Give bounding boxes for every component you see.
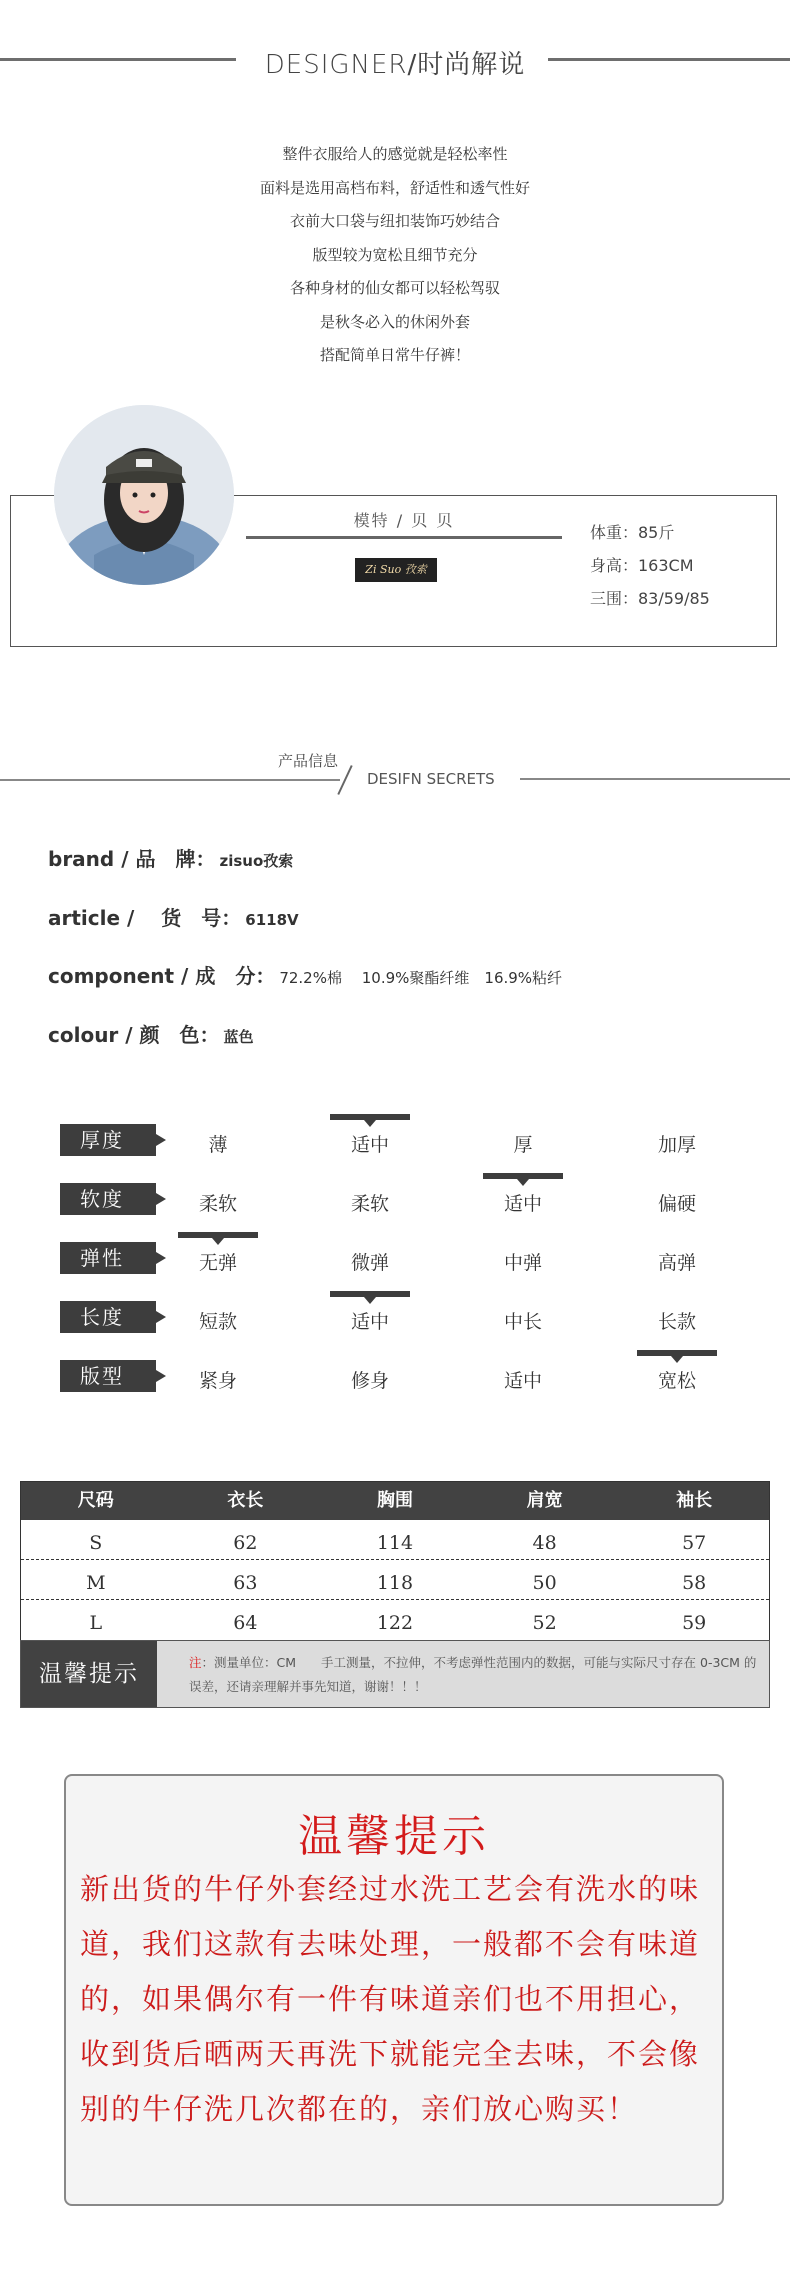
attribute-label: 弹性	[60, 1242, 156, 1274]
attribute-label: 软度	[60, 1183, 156, 1215]
attribute-option: 柔软	[350, 1193, 389, 1215]
model-height: 身高：163CM	[590, 556, 694, 575]
size-table	[20, 1481, 770, 1641]
tip-body: ：测量单位：CM 手工测量，不拉伸，不考虑弹性范围内的数据，可能与实际尺寸存在 0-3CM 的误差，还请亲理解并事先知道，谢谢！！！	[189, 1655, 757, 1694]
measurement-tip-bar	[20, 1640, 770, 1708]
product-info-rule-left	[0, 779, 340, 781]
measurement-tip-label: 温馨提示	[21, 1641, 157, 1707]
attribute-selected-marker	[637, 1350, 717, 1356]
attribute-option: 修身	[350, 1370, 389, 1392]
info-label: component / 成 分：	[48, 964, 276, 988]
info-value: 蓝色	[223, 1028, 254, 1046]
info-label: colour / 颜 色：	[48, 1023, 220, 1047]
attribute-option: 适中	[350, 1311, 389, 1333]
attribute-option: 偏硬	[657, 1193, 696, 1215]
info-row-component	[48, 960, 562, 989]
size-cell: 57	[682, 1532, 707, 1554]
attribute-option: 宽松	[657, 1370, 696, 1392]
warm-notice-title: 温馨提示	[298, 1811, 490, 1862]
model-measurements: 三围：83/59/85	[590, 589, 710, 608]
attribute-label: 厚度	[60, 1124, 156, 1156]
size-cell: L	[89, 1612, 103, 1634]
model-stats	[590, 516, 710, 615]
info-value: zisuo孜索	[219, 852, 294, 870]
measurement-tip-text	[189, 1651, 759, 1699]
attribute-option: 适中	[503, 1370, 542, 1392]
attribute-option: 薄	[208, 1134, 228, 1156]
description-line: 衣前大口袋与纽扣装饰巧妙结合	[289, 212, 500, 230]
size-header-cell: 尺码	[77, 1490, 114, 1511]
size-header-cell: 袖长	[676, 1490, 713, 1511]
model-name: 模特 / 贝 贝	[353, 511, 455, 530]
designer-title-sep: /	[407, 50, 418, 80]
description-line: 整件衣服给人的感觉就是轻松率性	[282, 145, 508, 163]
attribute-option: 高弹	[657, 1252, 696, 1274]
warm-notice-box	[64, 1774, 724, 2206]
size-cell: 62	[233, 1532, 258, 1554]
attribute-option: 柔软	[198, 1193, 237, 1215]
size-cell: M	[86, 1572, 106, 1594]
size-cell: 52	[532, 1612, 557, 1634]
attribute-selected-marker	[483, 1173, 563, 1179]
attribute-label: 版型	[60, 1360, 156, 1392]
attribute-label: 长度	[60, 1301, 156, 1333]
brand-logo: Zi Suo 孜索	[355, 558, 437, 582]
size-cell: 58	[682, 1572, 707, 1594]
warm-notice-body: 新出货的牛仔外套经过水洗工艺会有洗水的味道，我们这款有去味处理，一般都不会有味道的，如果偶尔有一件有味道亲们也不用担心，收到货后晒两天再洗下就能完全去味，不会像别的牛仔洗几次都在的，亲们放心购买！	[80, 1872, 701, 2126]
tip-prefix: 注	[189, 1655, 202, 1670]
info-value: 72.2%棉 10.9%聚酯纤维 16.9%粘纤	[279, 969, 563, 987]
attribute-selected-marker	[330, 1114, 410, 1120]
size-table-header	[21, 1482, 769, 1520]
size-cell: 122	[376, 1612, 414, 1634]
size-table-row	[21, 1560, 769, 1600]
description-line: 面料是选用高档布料，舒适性和透气性好	[259, 178, 530, 197]
info-row-colour	[48, 1019, 254, 1048]
size-cell: S	[89, 1532, 103, 1554]
size-header-cell: 肩宽	[526, 1490, 563, 1511]
model-photo-illustration	[54, 405, 234, 585]
attribute-option: 紧身	[198, 1370, 237, 1392]
designer-title-en: DESIGNER	[264, 50, 408, 80]
attribute-option: 加厚	[657, 1134, 696, 1156]
attribute-option: 中弹	[503, 1252, 542, 1274]
model-photo	[54, 405, 234, 585]
product-info-subtitle: DESIFN SECRETS	[367, 770, 495, 788]
size-cell: 50	[532, 1572, 557, 1594]
size-cell: 63	[233, 1572, 258, 1594]
product-info-rule-right	[520, 778, 790, 780]
attribute-option: 厚	[513, 1134, 533, 1156]
attribute-option: 长款	[657, 1311, 696, 1333]
info-value: 6118V	[245, 911, 299, 929]
description-line: 各种身材的仙女都可以轻松驾驭	[289, 279, 500, 297]
description-line: 是秋冬必入的休闲外套	[319, 312, 470, 331]
description-line: 版型较为宽松且细节充分	[312, 245, 478, 264]
description-line: 搭配简单日常牛仔裤！	[319, 346, 470, 364]
designer-title	[0, 44, 790, 81]
info-label: brand / 品 牌：	[48, 847, 216, 871]
model-name-rule	[246, 536, 562, 539]
size-header-cell: 胸围	[376, 1490, 413, 1511]
size-cell: 64	[233, 1612, 258, 1634]
size-cell: 118	[376, 1572, 414, 1594]
size-cell: 59	[682, 1612, 707, 1634]
attribute-option: 中长	[503, 1311, 542, 1333]
product-info-title: 产品信息	[278, 752, 339, 770]
attribute-selected-marker	[178, 1232, 258, 1238]
info-row-brand	[48, 843, 293, 872]
designer-description	[0, 138, 790, 373]
attribute-option: 短款	[198, 1311, 237, 1333]
info-row-article	[48, 902, 299, 931]
designer-title-cn: 时尚解说	[417, 50, 526, 80]
size-header-cell: 衣长	[227, 1490, 264, 1511]
attribute-option: 适中	[503, 1193, 542, 1215]
attribute-selected-marker	[330, 1291, 410, 1297]
size-table-row	[21, 1520, 769, 1560]
info-label: article / 货 号：	[48, 906, 242, 930]
attribute-option: 无弹	[198, 1252, 237, 1274]
model-weight: 体重：85斤	[590, 523, 675, 542]
attribute-option: 适中	[350, 1134, 389, 1156]
size-table-row	[21, 1600, 769, 1640]
size-cell: 114	[376, 1532, 414, 1554]
size-cell: 48	[532, 1532, 557, 1554]
attribute-option: 微弹	[350, 1252, 389, 1274]
